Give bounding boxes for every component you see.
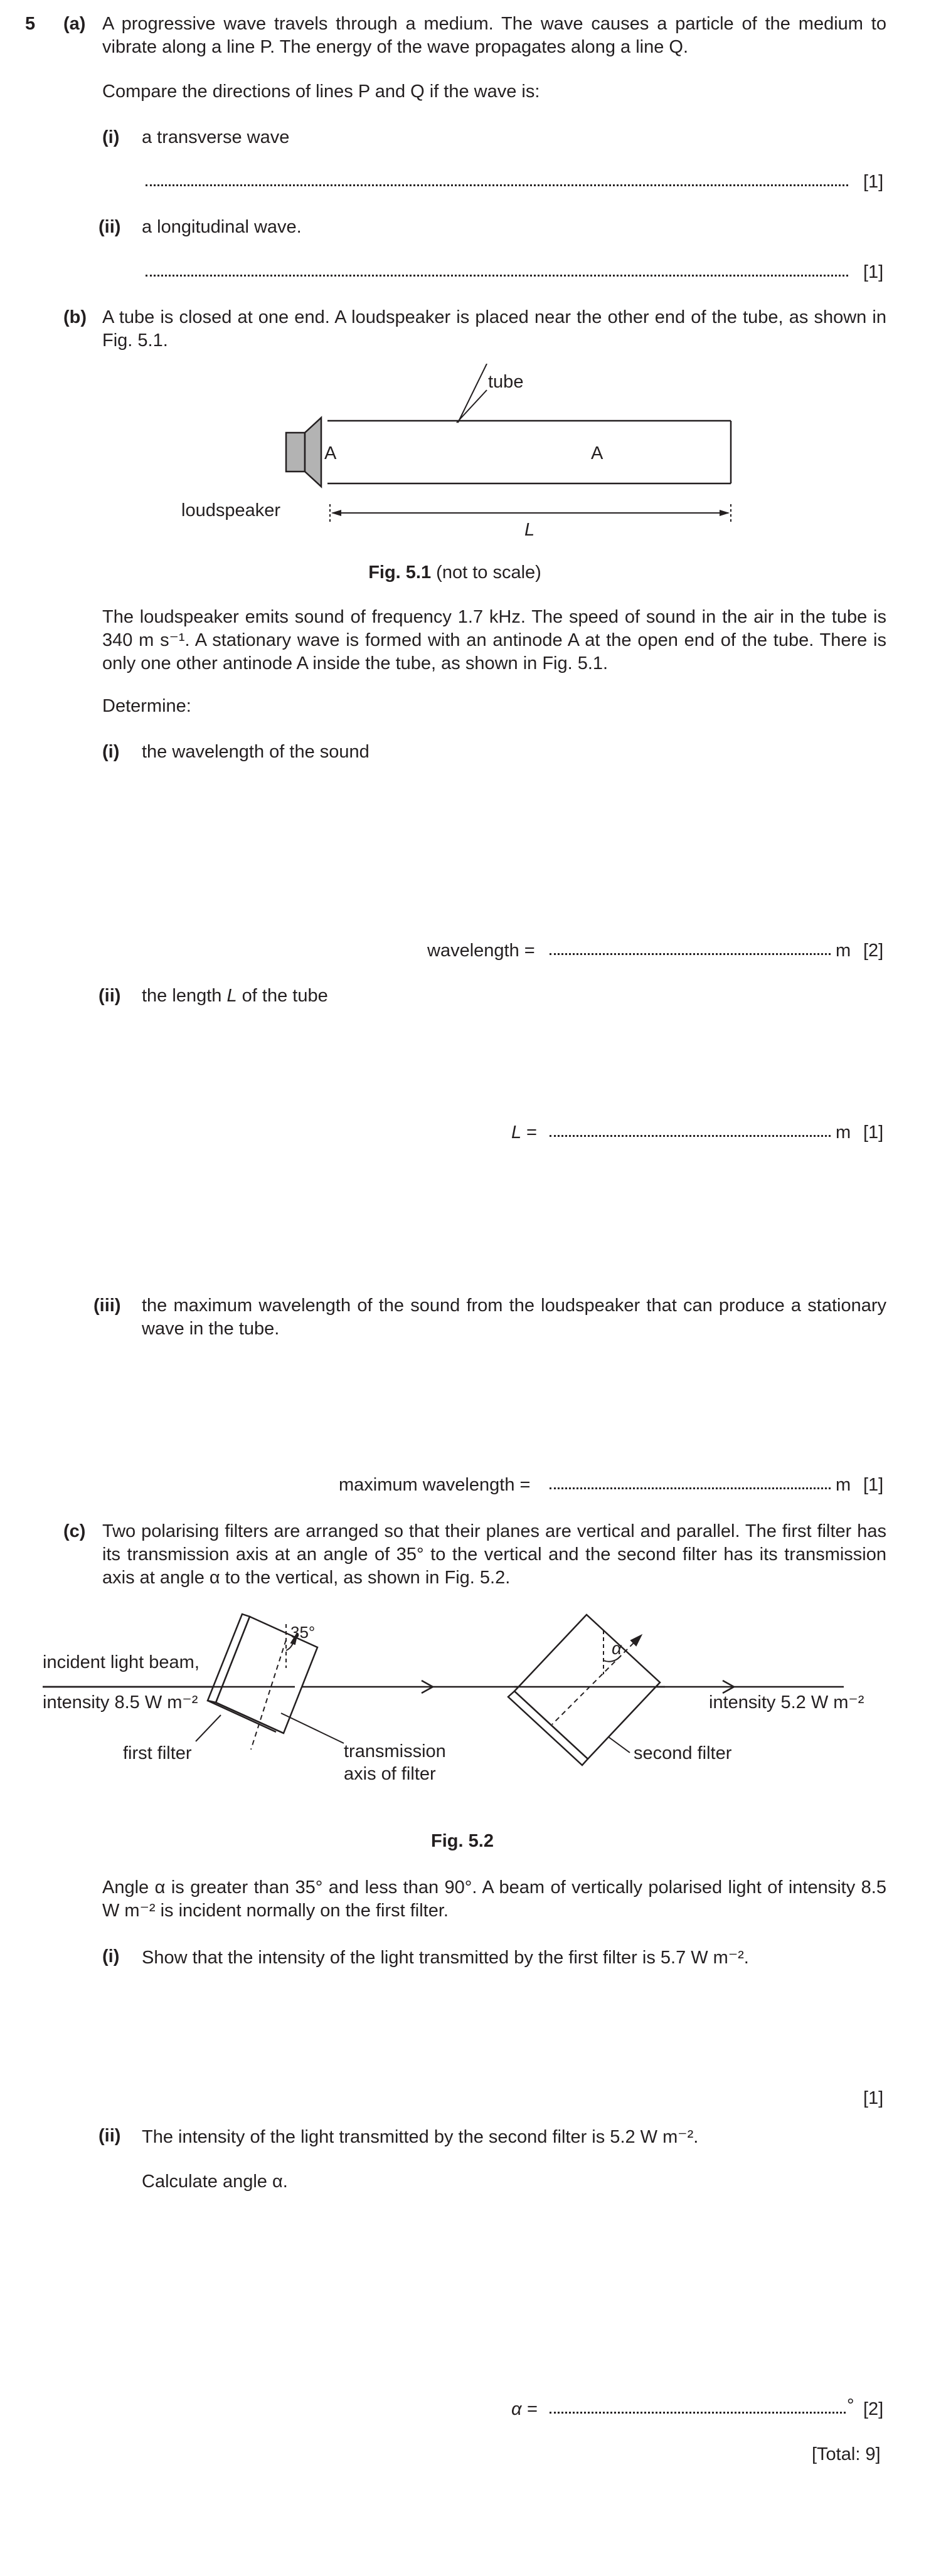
total-marks: [Total: 9] — [812, 2444, 881, 2464]
marks-b-iii: [1] — [863, 1475, 884, 1495]
fig-5-2-caption: Fig. 5.2 — [431, 1831, 494, 1851]
tube-label: tube — [488, 372, 524, 392]
part-b-i-label: (i) — [102, 742, 120, 762]
length-label: L — [524, 520, 535, 540]
part-c-text2: Angle α is greater than 35° and less than 90°. A beam of vertically polarised light of intensity 8.5 W m⁻² is incident normally on the first filter. — [102, 1877, 886, 1921]
part-b-label: (b) — [63, 307, 87, 327]
alpha-answer-line[interactable] — [550, 2412, 846, 2414]
part-a-label: (a) — [63, 14, 86, 34]
part-c-label: (c) — [63, 1521, 86, 1541]
part-c-i-text: Show that the intensity of the light transmitted by the first filter is 5.7 W m⁻². — [142, 1948, 749, 1968]
first-filter-leader — [196, 1715, 221, 1741]
part-a-ii-label: (ii) — [98, 217, 121, 237]
part-b-text2: The loudspeaker emits sound of frequency 1.7 kHz. The speed of sound in the air in the tube is 340 m s⁻¹. A stationary wave is formed with an antinode A at the open end of the tube. There is only one other antinode A inside the tube, as shown in Fig. 5.1. — [102, 607, 886, 673]
alpha-answer-label: α = — [511, 2399, 538, 2419]
fig-5-1-caption: Fig. 5.1 (not to scale) — [368, 562, 541, 583]
length-unit: m — [836, 1122, 851, 1143]
part-c-ii-text: The intensity of the light transmitted by the second filter is 5.2 W m⁻². — [142, 2127, 699, 2147]
length-answer-label: L = — [511, 1122, 537, 1143]
part-c-ii-text2: Calculate angle α. — [142, 2172, 288, 2192]
part-b-text: A tube is closed at one end. A loudspeaker is placed near the other end of the tube, as shown in Fig. 5.1. — [102, 307, 886, 351]
part-a-i-label: (i) — [102, 127, 120, 147]
answer-line-a-i[interactable] — [146, 184, 848, 186]
part-c-i-label: (i) — [102, 1946, 120, 1966]
part-c-ii-label: (ii) — [98, 2126, 121, 2146]
wavelength-answer-line[interactable] — [550, 953, 831, 955]
transmission-axis-label-2: axis of filter — [344, 1764, 436, 1784]
figure-5-1 — [0, 364, 941, 552]
angle-alpha-label: α — [612, 1639, 622, 1658]
angle-35-label: 35° — [290, 1623, 316, 1642]
part-b-ii-label: (ii) — [98, 986, 121, 1006]
wavelength-unit: m — [836, 941, 851, 961]
part-b-ii-text: the length L of the tube — [142, 986, 328, 1006]
part-b-determine: Determine: — [102, 696, 191, 716]
max-wavelength-answer-line[interactable] — [550, 1487, 831, 1489]
part-a-text: A progressive wave travels through a medium. The wave causes a particle of the medium to vibrate along a line P. The energy of the wave propagates along a line Q. — [102, 14, 886, 57]
loudspeaker-label: loudspeaker — [181, 500, 280, 520]
part-b-iii-text: the maximum wavelength of the sound from the loudspeaker that can produce a stationary wave in the tube. — [142, 1296, 886, 1339]
length-dimension — [330, 504, 731, 522]
part-a-i-text: a transverse wave — [142, 127, 290, 147]
tube-leader-line — [458, 364, 487, 423]
marks-c-ii: [2] — [863, 2399, 884, 2419]
incident-intensity-label: intensity 8.5 W m⁻² — [43, 1692, 198, 1713]
second-filter-leader — [609, 1737, 630, 1753]
transmission-axis-label-1: transmission — [344, 1741, 446, 1761]
tube-outline — [327, 421, 731, 483]
incident-beam-label: incident light beam, — [43, 1652, 199, 1672]
antinode-label-inside: A — [591, 443, 603, 463]
loudspeaker-icon — [286, 418, 321, 487]
marks-b-ii: [1] — [863, 1122, 884, 1143]
part-b-iii-label: (iii) — [93, 1296, 121, 1316]
second-filter-label: second filter — [634, 1743, 732, 1763]
marks-a-ii: [1] — [863, 262, 884, 282]
max-wavelength-unit: m — [836, 1475, 851, 1495]
part-a-prompt: Compare the directions of lines P and Q if the wave is: — [102, 82, 540, 102]
answer-line-a-ii[interactable] — [146, 275, 848, 277]
length-answer-line[interactable] — [550, 1135, 831, 1137]
max-wavelength-answer-label: maximum wavelength = — [339, 1475, 531, 1495]
marks-b-i: [2] — [863, 941, 884, 961]
first-filter-label: first filter — [123, 1743, 192, 1763]
question-number: 5 — [25, 14, 36, 34]
part-c-text: Two polarising filters are arranged so that their planes are vertical and parallel. The first filter has its transmission axis at an angle of 35° to the vertical and the second filter has its transmission axis at angle α to the vertical, as shown in Fig. 5.2. — [102, 1521, 886, 1588]
alpha-unit: ° — [847, 2395, 854, 2415]
figure-5-2 — [0, 1593, 941, 1812]
marks-c-i: [1] — [863, 2088, 884, 2108]
antinode-label-open-end: A — [324, 443, 337, 463]
part-b-i-text: the wavelength of the sound — [142, 742, 369, 762]
part-a-ii-text: a longitudinal wave. — [142, 217, 302, 237]
transmission-axis-leader — [281, 1713, 344, 1743]
marks-a-i: [1] — [863, 172, 884, 192]
transmitted-intensity-label: intensity 5.2 W m⁻² — [709, 1692, 864, 1713]
wavelength-answer-label: wavelength = — [427, 941, 535, 961]
